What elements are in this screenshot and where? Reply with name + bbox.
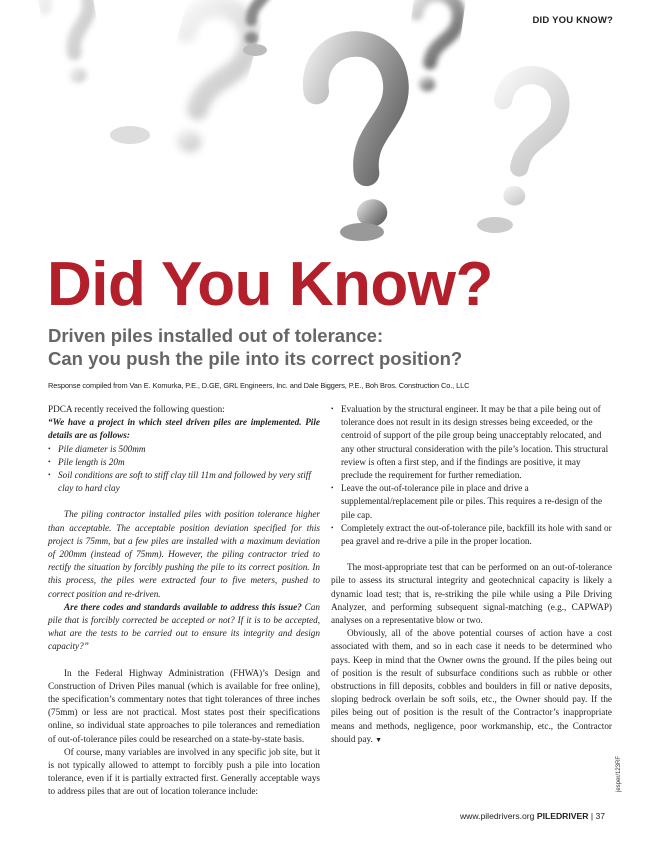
pile-details-list bbox=[48, 443, 320, 496]
list-item: • Soil conditions are soft to stiff clay till 11m and followed by very stiff clay to hard clay bbox=[48, 469, 320, 495]
question-closing bbox=[48, 601, 320, 654]
right-column bbox=[331, 403, 612, 747]
author-credit: Response compiled from Van E. Komurka, P.E., D.GE, GRL Engineers, Inc. and Dale Biggers, P.E., Boh Bros. Construction Co., LLC bbox=[48, 381, 470, 390]
body-paragraph bbox=[331, 627, 612, 747]
list-item: • Evaluation by the structural engineer. It may be that a pile being out of tolerance does not result in its design stresses being exceeded, or the centroid of support of the pile group being unacceptably relocated, and any other structural consideration with the pile’s location. This structural review is often a first step, and if the findings are positive, it may preclude the requirement for further remediation. bbox=[331, 403, 612, 482]
article-subtitle bbox=[48, 324, 651, 370]
footer-url[interactable]: www.piledrivers.org bbox=[459, 810, 535, 821]
body-text: Obviously, all of the above potential courses of action have a cost associated with them, and so in each case it needs to be determined who pays. Keep in mind that the Owner owns the ground. If the piles being out of position is the result of subsurface conditions such as rubble or other obstructions in fill deposits, cobbles and boulders in fill or native deposits, sloping bedrock overlain be soft soils, etc., the Owner should pay. If the piles being out of position is the result of the Contractor’s inappropriate means and methods, negligence, poor workmanship, etc., the Contractor should pay. bbox=[331, 628, 612, 744]
question-paragraph: The piling contractor installed piles with position tolerance higher than acceptable. The acceptable position deviation specified for this project is 75mm, but a few piles are installed with a maximum deviation of 200mm (instead of 75mm). However, the piling contractor tried to rectify the situation by forcibly pushing the pile to its correct position. In this process, the piles were extracted four to five meters, pushed to correct position and re-driven. bbox=[48, 509, 320, 599]
subtitle-line-2: Can you push the pile into its correct position? bbox=[48, 348, 463, 369]
page-number: 37 bbox=[595, 810, 605, 821]
footer-separator: | bbox=[590, 810, 594, 821]
body-paragraph: The most-appropriate test that can be performed on an out-of-tolerance pile to assess its structural integrity and geotechnical capacity is likely a dynamic load test; that is, re-striking the pile while using a Pile Driving Analyzer, and performing subsequent signal-matching (e.g., CAPWAP) analyses on a representative blow or two. bbox=[331, 562, 612, 626]
body-paragraph: Of course, many variables are involved in any specific job site, but it is not typically allowed to attempt to forcibly push a pile into location tolerance, even if it is partially extracted first. Generally acceptable ways to address piles that are out of location tolerance include: bbox=[48, 746, 320, 797]
question-lead: “We have a project in which steel driven piles are implemented. Pile details are as follows: bbox=[48, 417, 320, 441]
article-columns bbox=[48, 403, 622, 799]
body-paragraph: In the Federal Highway Administration (FHWA)’s Design and Construction of Driven Piles manual (which is available for free online), the specification’s commentary notes that tight tolerances of three inches (75mm) or less are not practical. Most states post their specifications online, so individual state approaches to pile tolerances and remediation of out-of-tolerance piles could be researched on a state-by-state basis. bbox=[48, 667, 320, 744]
section-kicker: DID YOU KNOW? bbox=[532, 15, 613, 26]
list-item: • Pile diameter is 500mm bbox=[48, 443, 320, 456]
question-bold: Are there codes and standards available to address this issue? bbox=[64, 601, 302, 612]
subtitle-line-1: Driven piles installed out of tolerance: bbox=[48, 325, 384, 346]
question-end: Can pile that is forcibly corrected be accepted or not? If it is to be accepted, what are the tests to be carried out to ensure its integrity and design capacity?” bbox=[48, 601, 320, 652]
page-footer bbox=[0, 811, 605, 822]
photo-credit: jesper/123RF bbox=[616, 755, 622, 792]
list-item: • Completely extract the out-of-tolerance pile, backfill its hole with sand or pea gravel and re-drive a pile in the proper location. bbox=[331, 522, 612, 548]
article-title: Did You Know? bbox=[47, 250, 493, 319]
intro-text: PDCA recently received the following question: bbox=[48, 404, 225, 414]
end-mark-icon: ▼ bbox=[375, 735, 382, 744]
list-item: • Pile length is 20m bbox=[48, 456, 320, 469]
remediation-options-list bbox=[331, 403, 612, 548]
footer-magazine: PILEDRIVER bbox=[536, 810, 589, 821]
left-column bbox=[48, 403, 320, 799]
list-item: • Leave the out-of-tolerance pile in place and drive a supplemental/replacement pile or piles. This requires a re-design of the pile cap. bbox=[331, 482, 612, 522]
